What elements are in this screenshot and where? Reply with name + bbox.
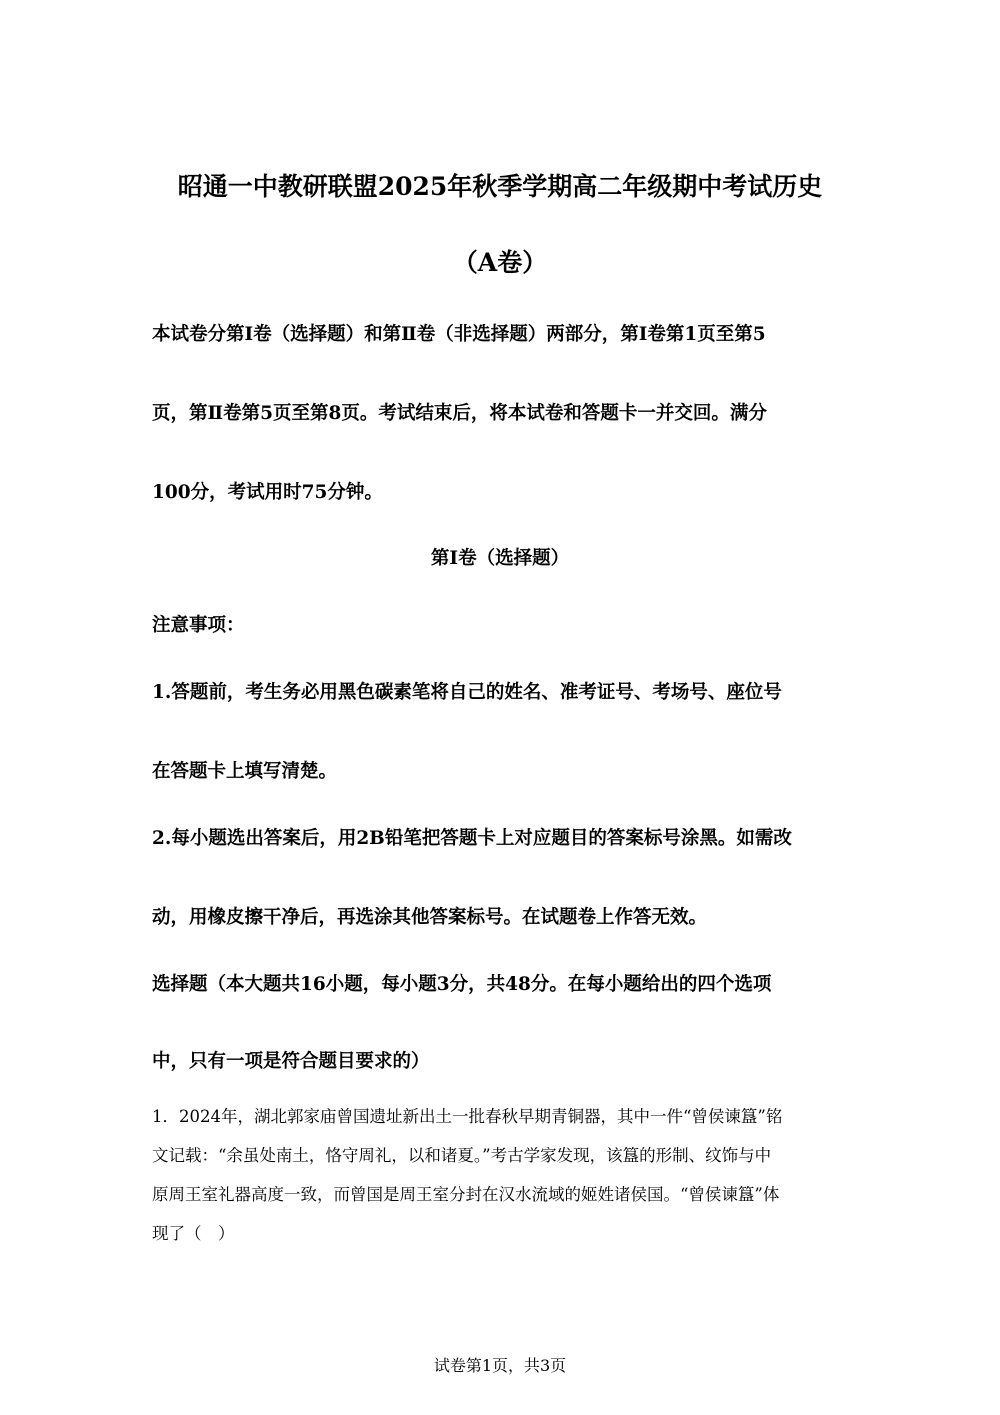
question-line: 1．2024年，湖北郭家庙曾国遗址新出土一批春秋早期青铜器，其中一件“曾侯谏簋”铭 [152, 1107, 783, 1126]
question-line: 现了（ ） [152, 1224, 235, 1243]
notice-line: 动，用橡皮擦干净后，再选涂其他答案标号。在试题卷上作答无效。 [152, 907, 708, 928]
notice-heading: 注意事项： [152, 615, 245, 636]
notice-line: 1.答题前，考生务必用黑色碳素笔将自己的姓名、准考证号、考场号、座位号 [152, 682, 782, 703]
choice-heading-line: 选择题（本大题共16小题，每小题3分，共48分。在每小题给出的四个选项 [152, 974, 772, 995]
page-footer: 试卷第1页，共3页 [433, 1356, 567, 1375]
intro-line: 页，第Ⅱ卷第5页至第8页。考试结束后，将本试卷和答题卡一并交回。满分 [152, 403, 767, 424]
question-line: 原周王室礼器高度一致，而曾国是周王室分封在汉水流域的姬姓诸侯国。“曾侯谏簋”体 [152, 1185, 780, 1204]
choice-heading-line: 中，只有一项是符合题目要求的） [152, 1051, 430, 1072]
intro-line: 本试卷分第Ⅰ卷（选择题）和第Ⅱ卷（非选择题）两部分，第Ⅰ卷第1页至第5 [152, 324, 766, 345]
exam-subtitle: （A卷） [452, 248, 548, 277]
notice-line: 2.每小题选出答案后，用2B铅笔把答题卡上对应题目的答案标号涂黑。如需改 [152, 828, 792, 849]
question-line: 文记载：“余虽处南土，恪守周礼，以和诸夏。”考古学家发现，该簋的形制、纹饰与中 [152, 1146, 772, 1165]
notice-line: 在答题卡上填写清楚。 [152, 761, 338, 782]
section-heading: 第Ⅰ卷（选择题） [430, 548, 570, 569]
intro-line: 100分，考试用时75分钟。 [152, 482, 383, 503]
exam-title: 昭通一中教研联盟2025年秋季学期高二年级期中考试历史 [177, 172, 823, 201]
